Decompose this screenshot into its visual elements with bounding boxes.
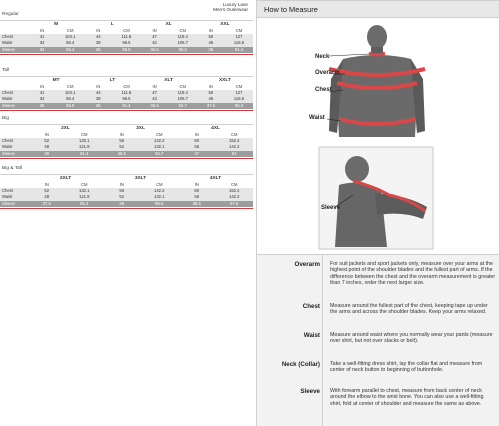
table-cell: 132.1 xyxy=(66,188,104,194)
section-divider xyxy=(0,158,253,159)
panel-title: How to Measure xyxy=(264,5,318,14)
unit-label: CM xyxy=(112,84,140,90)
unit-label: CM xyxy=(56,84,84,90)
size-header-row xyxy=(0,125,253,132)
table-cell: 38 xyxy=(103,201,141,207)
label-neck: Neck xyxy=(315,54,330,60)
body-figure-svg xyxy=(257,19,499,253)
size-label: 4XL xyxy=(178,125,253,132)
unit-label: IN xyxy=(141,84,169,90)
table-cell: 142.2 xyxy=(141,188,179,194)
table-cell: 132.1 xyxy=(66,138,104,144)
table-cell: 95.3 xyxy=(66,201,104,207)
table-cell: 48 xyxy=(28,194,66,200)
size-label: L xyxy=(84,21,140,28)
size-label: XXL xyxy=(197,21,253,28)
unit-label: CM xyxy=(56,28,84,34)
unit-label: CM xyxy=(225,28,253,34)
table-cell: 42 xyxy=(141,96,169,102)
desc-term: Neck (Collar) xyxy=(281,361,320,368)
table-cell: 104.1 xyxy=(56,34,84,40)
side-sleeve-figure xyxy=(319,147,433,249)
unit-label: IN xyxy=(197,84,225,90)
table-cell: 111.8 xyxy=(112,90,140,96)
unit-label: IN xyxy=(197,28,225,34)
blank-cell xyxy=(0,21,28,28)
row-label: Chest xyxy=(0,138,28,144)
table-cell: 36 xyxy=(197,47,225,53)
table-cell: 111.8 xyxy=(112,34,140,40)
section-title: Regular xyxy=(2,12,19,17)
size-label: XL xyxy=(141,21,197,28)
unit-label: IN xyxy=(28,84,56,90)
size-table xyxy=(0,21,253,53)
table-cell: 47 xyxy=(141,34,169,40)
row-label: Sleeve xyxy=(0,47,28,53)
blank-cell xyxy=(0,77,28,84)
unit-label: CM xyxy=(169,84,197,90)
table-cell: 132.1 xyxy=(141,144,179,150)
row-label: Chest xyxy=(0,90,28,96)
desc-text: Measure around waist where you normally wear your pants (measure over shirt, but not over slacks or belt). xyxy=(330,332,493,345)
unit-label: CM xyxy=(141,182,179,188)
table-cell: 91.4 xyxy=(112,103,140,109)
unit-label: IN xyxy=(28,132,66,138)
size-header-row xyxy=(0,77,253,84)
table-cell: 42 xyxy=(141,40,169,46)
label-overarm: Overarm xyxy=(315,70,340,76)
table-cell: 41 xyxy=(28,34,56,40)
blank-cell xyxy=(0,175,28,182)
table-cell: 91.4 xyxy=(66,151,104,157)
desc-text: For suit jackets and sport jackets only, measure over your arms at the highest point of the shoulder blades and the fullest part of arms. If the difference between the chest and the overarm measurement is greater than 7 inches, order the next larger size. xyxy=(330,261,496,286)
section-divider xyxy=(0,54,253,55)
size-header-row xyxy=(0,21,253,28)
table-cell: 106.7 xyxy=(169,40,197,46)
table-cell: 56 xyxy=(178,194,216,200)
table-cell: 132.1 xyxy=(141,194,179,200)
row-label: Waist xyxy=(0,194,28,200)
table-row xyxy=(0,47,253,53)
table-cell: 38 xyxy=(84,96,112,102)
unit-label: IN xyxy=(84,28,112,34)
unit-label: IN xyxy=(103,132,141,138)
table-cell: 38 xyxy=(84,40,112,46)
size-table xyxy=(0,175,253,207)
table-cell: 127 xyxy=(225,90,253,96)
table-cell: 52 xyxy=(28,138,66,144)
table-cell: 97.8 xyxy=(216,201,254,207)
size-label: 3XLT xyxy=(103,175,178,182)
section-title: Tall xyxy=(2,68,10,73)
table-cell: 35.5 xyxy=(141,47,169,53)
label-waist: Waist xyxy=(309,115,325,121)
table-cell: 119.4 xyxy=(169,34,197,40)
table-cell: 142.2 xyxy=(141,138,179,144)
desc-term: Overarm xyxy=(294,261,320,268)
table-row xyxy=(0,103,253,109)
table-cell: 35 xyxy=(28,103,56,109)
unit-label: CM xyxy=(169,28,197,34)
row-label: Sleeve xyxy=(0,151,28,157)
section-title: Big xyxy=(2,116,9,121)
table-cell: 119.4 xyxy=(169,90,197,96)
section-divider xyxy=(0,208,253,209)
table-cell: 48 xyxy=(28,144,66,150)
table-cell: 92.7 xyxy=(169,103,197,109)
panel-header xyxy=(257,1,499,18)
row-label: Waist xyxy=(0,144,28,150)
unit-label: IN xyxy=(141,28,169,34)
table-cell: 90.2 xyxy=(169,47,197,53)
table-cell: 56 xyxy=(103,188,141,194)
unit-label: CM xyxy=(112,28,140,34)
table-cell: 104.1 xyxy=(56,90,84,96)
unit-label: CM xyxy=(225,84,253,90)
table-cell: 152.4 xyxy=(216,188,254,194)
unit-label: IN xyxy=(103,182,141,188)
table-cell: 37 xyxy=(178,151,216,157)
table-cell: 36.5 xyxy=(141,103,169,109)
table-cell: 50 xyxy=(197,90,225,96)
table-cell: 36.5 xyxy=(103,151,141,157)
desc-text: Take a well-fitting dress shirt, lay the collar flat and measure from center of neck button to beginning of buttonhole. xyxy=(330,361,483,374)
row-label: Waist xyxy=(0,40,28,46)
table-cell: 34 xyxy=(28,47,56,53)
table-cell: 41 xyxy=(28,90,56,96)
table-cell: 142.2 xyxy=(216,144,254,150)
table-cell: 86.4 xyxy=(56,47,84,53)
row-label: Chest xyxy=(0,34,28,40)
size-label: M xyxy=(28,21,84,28)
table-cell: 88.9 xyxy=(56,103,84,109)
table-row xyxy=(0,201,253,207)
size-header-row xyxy=(0,175,253,182)
size-label: XXLT xyxy=(197,77,253,84)
table-cell: 44 xyxy=(84,90,112,96)
table-cell: 52 xyxy=(28,188,66,194)
table-cell: 52 xyxy=(103,144,141,150)
label-chest: Chest xyxy=(315,87,332,93)
table-cell: 152.4 xyxy=(216,138,254,144)
unit-label: CM xyxy=(141,132,179,138)
desc-term: Chest xyxy=(302,303,320,310)
row-label: Chest xyxy=(0,188,28,194)
desc-term: Waist xyxy=(303,332,320,339)
table-row xyxy=(0,151,253,157)
table-cell: 95.3 xyxy=(225,103,253,109)
table-cell: 94 xyxy=(216,151,254,157)
table-cell: 92.7 xyxy=(141,151,179,157)
size-label: 4XLT xyxy=(178,175,253,182)
table-cell: 36 xyxy=(28,151,66,157)
table-cell: 56 xyxy=(178,144,216,150)
unit-label: IN xyxy=(28,182,66,188)
table-cell: 96.5 xyxy=(112,40,140,46)
size-label: 3XL xyxy=(103,125,178,132)
brand-subtitle: Men's Outerwear xyxy=(213,7,248,12)
table-cell: 46 xyxy=(197,96,225,102)
unit-label: IN xyxy=(178,182,216,188)
size-label: MT xyxy=(28,77,84,84)
table-cell: 37.5 xyxy=(28,201,66,207)
table-cell: 142.2 xyxy=(216,194,254,200)
brand-name: Luxury Lane xyxy=(222,2,248,7)
row-label: Waist xyxy=(0,96,28,102)
size-label: 2XLT xyxy=(28,175,103,182)
measurement-descriptions xyxy=(257,254,499,426)
table-cell: 47 xyxy=(141,90,169,96)
unit-label: IN xyxy=(178,132,216,138)
table-cell: 52 xyxy=(103,194,141,200)
size-label: LT xyxy=(84,77,140,84)
blank-cell xyxy=(0,125,28,132)
desc-text: With forearm parallel to chest, measure from back center of neck around the elbow to the wrist bone. You can also use a well-fitting shirt, fold at center of shoulder and measure the same as above. xyxy=(330,388,484,407)
size-table xyxy=(0,125,253,157)
size-label: 2XL xyxy=(28,125,103,132)
measurement-illustration xyxy=(257,19,499,253)
table-cell: 36 xyxy=(84,103,112,109)
size-table xyxy=(0,77,253,109)
table-cell: 35 xyxy=(84,47,112,53)
table-cell: 56 xyxy=(103,138,141,144)
divider xyxy=(322,255,323,426)
row-label: Sleeve xyxy=(0,103,28,109)
label-sleeve: Sleeve xyxy=(321,205,341,211)
table-cell: 34 xyxy=(28,96,56,102)
table-cell: 60 xyxy=(178,188,216,194)
table-cell: 46 xyxy=(197,40,225,46)
table-cell: 116.8 xyxy=(225,40,253,46)
unit-label: IN xyxy=(84,84,112,90)
table-cell: 60 xyxy=(178,138,216,144)
desc-term: Sleeve xyxy=(300,388,320,395)
desc-text: Measure around the fullest part of the chest, keeping tape up under the arms and across the shoulder blades. Keep your arms relaxed. xyxy=(330,303,488,316)
row-label: Sleeve xyxy=(0,201,28,207)
how-to-measure-panel xyxy=(256,0,500,426)
table-cell: 34 xyxy=(28,40,56,46)
unit-label: CM xyxy=(216,132,254,138)
section-divider xyxy=(0,110,253,111)
unit-label: CM xyxy=(66,182,104,188)
table-cell: 37.5 xyxy=(197,103,225,109)
table-cell: 91.4 xyxy=(225,47,253,53)
table-cell: 121.9 xyxy=(66,144,104,150)
unit-label: CM xyxy=(216,182,254,188)
table-cell: 86.4 xyxy=(56,40,84,46)
table-cell: 44 xyxy=(84,34,112,40)
unit-label: IN xyxy=(28,28,56,34)
front-torso-figure xyxy=(327,25,425,137)
table-cell: 106.7 xyxy=(169,96,197,102)
table-cell: 96.5 xyxy=(112,96,140,102)
size-label: XLT xyxy=(141,77,197,84)
table-cell: 86.4 xyxy=(56,96,84,102)
table-cell: 96.5 xyxy=(141,201,179,207)
table-cell: 50 xyxy=(197,34,225,40)
section-title: Big & Tall xyxy=(2,166,22,171)
table-cell: 38.5 xyxy=(178,201,216,207)
unit-label: CM xyxy=(66,132,104,138)
table-cell: 121.9 xyxy=(66,194,104,200)
table-cell: 88.9 xyxy=(112,47,140,53)
table-cell: 127 xyxy=(225,34,253,40)
table-cell: 116.8 xyxy=(225,96,253,102)
